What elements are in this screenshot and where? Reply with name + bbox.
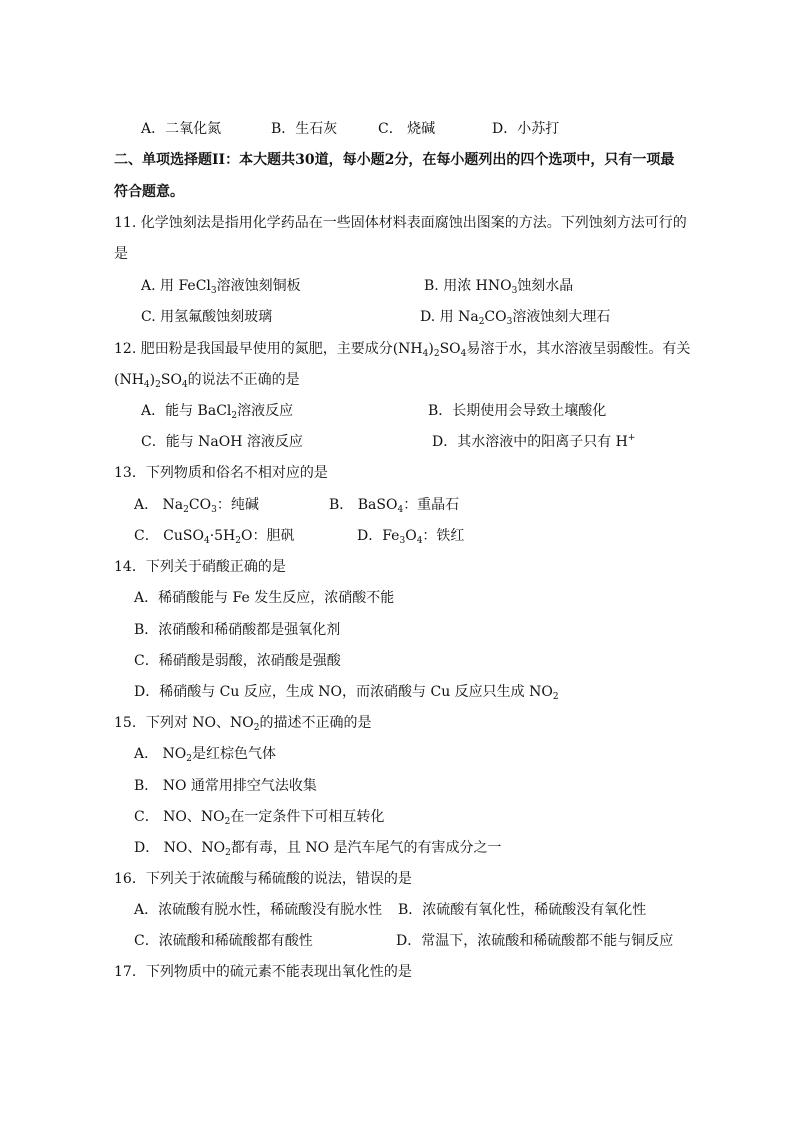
q10-option-b: B．生石灰 <box>271 121 338 137</box>
q10-option-a: A．二氧化氮 <box>141 121 222 137</box>
q16-option-b: B．浓硫酸有氧化性，稀硫酸没有氧化性 <box>398 902 647 918</box>
q11-option-a: A. 用 FeCl$_3$溶液蚀刻铜板 <box>141 278 301 296</box>
q14-option-c: C．稀硝酸是弱酸，浓硝酸是强酸 <box>134 653 341 669</box>
q15-stem: 15．下列对 NO、$NO_2$的描述不正确的是 <box>114 715 372 733</box>
section-heading: 二、单项选择题II：本大题共30道，每小题2分，在每小题列出的四个选项中，只有一项最 <box>114 152 675 168</box>
q11-option-d: D. 用 $Na_2CO_3$溶液蚀刻大理石 <box>420 309 611 327</box>
q16-option-c: C．浓硫酸和稀硫酸都有酸性 <box>134 933 313 949</box>
q12-option-b: B．长期使用会导致土壤酸化 <box>428 403 607 419</box>
q14-option-b: B．浓硝酸和稀硝酸都是强氧化剂 <box>134 622 341 638</box>
q14-option-d: D．稀硝酸与 Cu 反应，生成 NO，而浓硝酸与 Cu 反应只生成 $NO_2$ <box>134 684 559 702</box>
q13-option-a: A． $Na_2CO_3$：纯碱 <box>134 497 259 515</box>
q11-option-c: C. 用氢氟酸蚀刻玻璃 <box>141 309 273 325</box>
q16-option-d: D．常温下，浓硫酸和稀硫酸都不能与铜反应 <box>396 933 674 949</box>
q11-stem: 11. 化学蚀刻法是指用化学药品在一些固体材料表面腐蚀出图案的方法。下列蚀刻方法可行的 <box>114 215 687 231</box>
q11-stem-cont: 是 <box>114 246 128 262</box>
q13-option-d: D．$Fe_3O_4$：铁红 <box>357 528 465 546</box>
q15-option-b: B． NO 通常用排空气法收集 <box>134 778 317 794</box>
q14-option-a: A．稀硝酸能与 Fe 发生反应，浓硝酸不能 <box>134 590 395 606</box>
q16-option-a: A．浓硫酸有脱水性，稀硫酸没有脱水性 <box>134 902 383 918</box>
q15-option-d: D． NO、$NO_2$都有毒，且 NO 是汽车尾气的有害成分之一 <box>134 840 502 858</box>
q15-option-a: A． $NO_2$是红棕色气体 <box>134 746 277 764</box>
q16-stem: 16．下列关于浓硫酸与稀硫酸的说法，错误的是 <box>114 871 412 887</box>
q13-option-c: C． $CuSO_4\cdot 5H_2O$：胆矾 <box>134 528 295 546</box>
q10-option-d: D．小苏打 <box>492 121 560 137</box>
section-heading-cont: 符合题意。 <box>114 184 184 200</box>
q10-option-c: C． 烧碱 <box>378 121 436 137</box>
q12-stem: 12. 肥田粉是我国最早使用的氮肥，主要成分$(NH_4)_2SO_4$易溶于水，其水溶液呈弱酸性。有关 <box>114 341 691 359</box>
q12-option-c: C．能与 NaOH 溶液反应 <box>141 434 303 450</box>
q13-option-b: B． BaSO$_4$：重晶石 <box>329 497 460 515</box>
q17-stem: 17．下列物质中的硫元素不能表现出氧化性的是 <box>114 964 412 980</box>
q12-option-a: A．能与 BaCl$_2$溶液反应 <box>141 403 294 421</box>
q11-option-b: B. 用浓 $HNO_3$蚀刻水晶 <box>424 278 574 296</box>
q12-option-d: D．其水溶液中的阳离子只有 H+ <box>432 433 636 450</box>
q15-option-c: C． NO、$NO_2$在一定条件下可相互转化 <box>134 809 385 827</box>
q12-stem-cont: $(NH_4)_2SO_4$的说法不正确的是 <box>114 372 300 390</box>
q13-stem: 13．下列物质和俗名不相对应的是 <box>114 465 328 481</box>
q14-stem: 14．下列关于硝酸正确的是 <box>114 559 286 575</box>
